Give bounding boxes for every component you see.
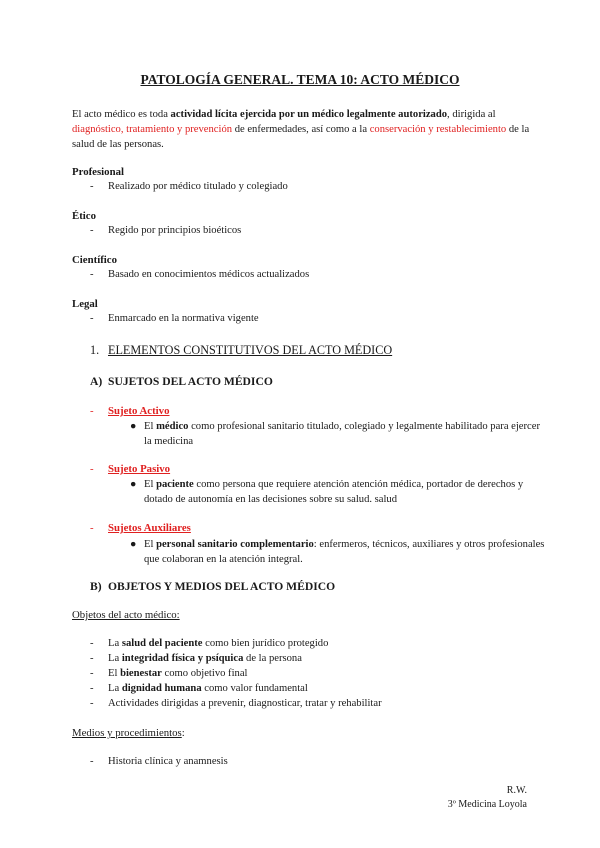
means-label: Medios y procedimientos <box>72 727 182 739</box>
text: El <box>144 421 157 432</box>
subject-label-pasivo <box>90 463 170 475</box>
subject-label: Sujeto Pasivo <box>108 463 171 475</box>
dash-marker: - <box>90 756 94 767</box>
section-b-heading <box>90 580 335 593</box>
section-title: SUJETOS DEL ACTO MÉDICO <box>108 375 273 388</box>
subject-bullet-pasivo <box>126 477 549 507</box>
text: La <box>108 683 122 694</box>
intro-text-1: El acto médico es toda <box>72 109 171 120</box>
text: El <box>144 539 157 550</box>
text-bold: bienestar <box>120 668 162 679</box>
text: como persona que requiere atención atención médica, portador de derechos y dotado de autonomía en las decisiones sobre su salud. salud <box>144 479 524 505</box>
section-a-heading <box>90 375 273 388</box>
char-label-etico: Ético <box>72 210 96 222</box>
means-text: Historia clínica y anamnesis <box>108 756 228 767</box>
dash-marker: - <box>90 698 94 709</box>
bullet-marker: ● <box>130 479 137 490</box>
char-text: Realizado por médico titulado y colegiado <box>108 181 288 192</box>
text: como valor fundamental <box>201 683 308 694</box>
subject-bullet-activo <box>126 419 549 449</box>
dash-marker: - <box>90 522 94 534</box>
section-letter: B) <box>90 580 102 593</box>
means-item <box>90 756 228 767</box>
subject-label-activo <box>90 405 169 417</box>
subject-bullet-auxiliares <box>126 537 549 567</box>
char-text: Regido por principios bioéticos <box>108 225 242 236</box>
char-label-cientifico: Científico <box>72 254 117 266</box>
section-1-heading <box>90 343 392 358</box>
dash-marker: - <box>90 269 94 280</box>
intro-red-conservation: conservación y restablecimiento <box>369 124 507 135</box>
intro-bold-definition: actividad lícita ejercida por un médico legalmente autorizado <box>170 109 448 120</box>
intro-paragraph <box>72 107 534 152</box>
text: El <box>144 479 157 490</box>
dash-marker: - <box>90 181 94 192</box>
means-colon: : <box>181 727 185 739</box>
text: La <box>108 653 122 664</box>
section-letter: A) <box>90 375 103 388</box>
char-text: Basado en conocimientos médicos actualizados <box>108 269 310 280</box>
intro-red-diagnosis: diagnóstico, tratamiento y prevención <box>72 124 233 135</box>
footer-initials: R.W. <box>506 785 527 796</box>
text: El <box>108 668 121 679</box>
dash-marker: - <box>90 668 94 679</box>
dash-marker: - <box>90 313 94 324</box>
text: Actividades dirigidas a prevenir, diagnosticar, tratar y rehabilitar <box>108 698 382 709</box>
text: como profesional sanitario titulado, colegiado y legalmente habilitado para ejercer la medicina <box>144 421 540 447</box>
intro-text-2: , dirigida al <box>447 109 496 120</box>
dash-marker: - <box>90 653 94 664</box>
char-label-profesional: Profesional <box>72 166 124 178</box>
section-title: OBJETOS Y MEDIOS DEL ACTO MÉDICO <box>108 580 336 593</box>
dash-marker: - <box>90 638 94 649</box>
text-bold: salud del paciente <box>121 638 203 649</box>
char-text: Enmarcado en la normativa vigente <box>108 313 259 324</box>
means-label-line <box>72 727 185 739</box>
text-bold: personal sanitario complementario <box>156 539 314 550</box>
footer-course: 3º Medicina Loyola <box>447 799 527 810</box>
subject-label-auxiliares <box>90 522 191 534</box>
text: de la persona <box>243 653 302 664</box>
char-item-cientifico <box>90 269 309 280</box>
object-item <box>90 683 308 694</box>
object-item <box>90 668 247 679</box>
intro-text-3: de enfermedades, así como a la <box>232 124 370 135</box>
text: como bien jurídico protegido <box>202 638 329 649</box>
section-title: ELEMENTOS CONSTITUTIVOS DEL ACTO MÉDICO <box>108 343 393 357</box>
dash-marker: - <box>90 405 94 417</box>
text: : enfermeros, técnicos, auxiliares y otros profesionales que colaboran en la atención integral. <box>144 539 545 565</box>
dash-marker: - <box>90 225 94 236</box>
char-label-legal: Legal <box>72 298 98 310</box>
text-bold: dignidad humana <box>121 683 202 694</box>
bullet-marker: ● <box>130 421 137 432</box>
dash-marker: - <box>90 683 94 694</box>
page-title: PATOLOGÍA GENERAL. TEMA 10: ACTO MÉDICO <box>140 72 460 87</box>
subject-label: Sujetos Auxiliares <box>108 522 191 534</box>
object-item <box>90 653 302 664</box>
text-bold: paciente <box>156 479 194 490</box>
subject-label: Sujeto Activo <box>108 405 170 417</box>
text-bold: integridad física y psíquica <box>121 653 244 664</box>
intro-text-4: de la salud de las personas. <box>72 124 530 150</box>
dash-marker: - <box>90 463 94 475</box>
object-item <box>90 638 328 649</box>
section-number: 1. <box>90 343 100 357</box>
object-item <box>90 698 382 709</box>
char-item-legal <box>90 313 259 324</box>
bullet-marker: ● <box>130 539 137 550</box>
char-item-profesional <box>90 181 288 192</box>
text-bold: médico <box>156 421 189 432</box>
text: La <box>108 638 122 649</box>
char-item-etico <box>90 225 241 236</box>
objects-label: Objetos del acto médico: <box>72 609 180 621</box>
text: como objetivo final <box>161 668 248 679</box>
